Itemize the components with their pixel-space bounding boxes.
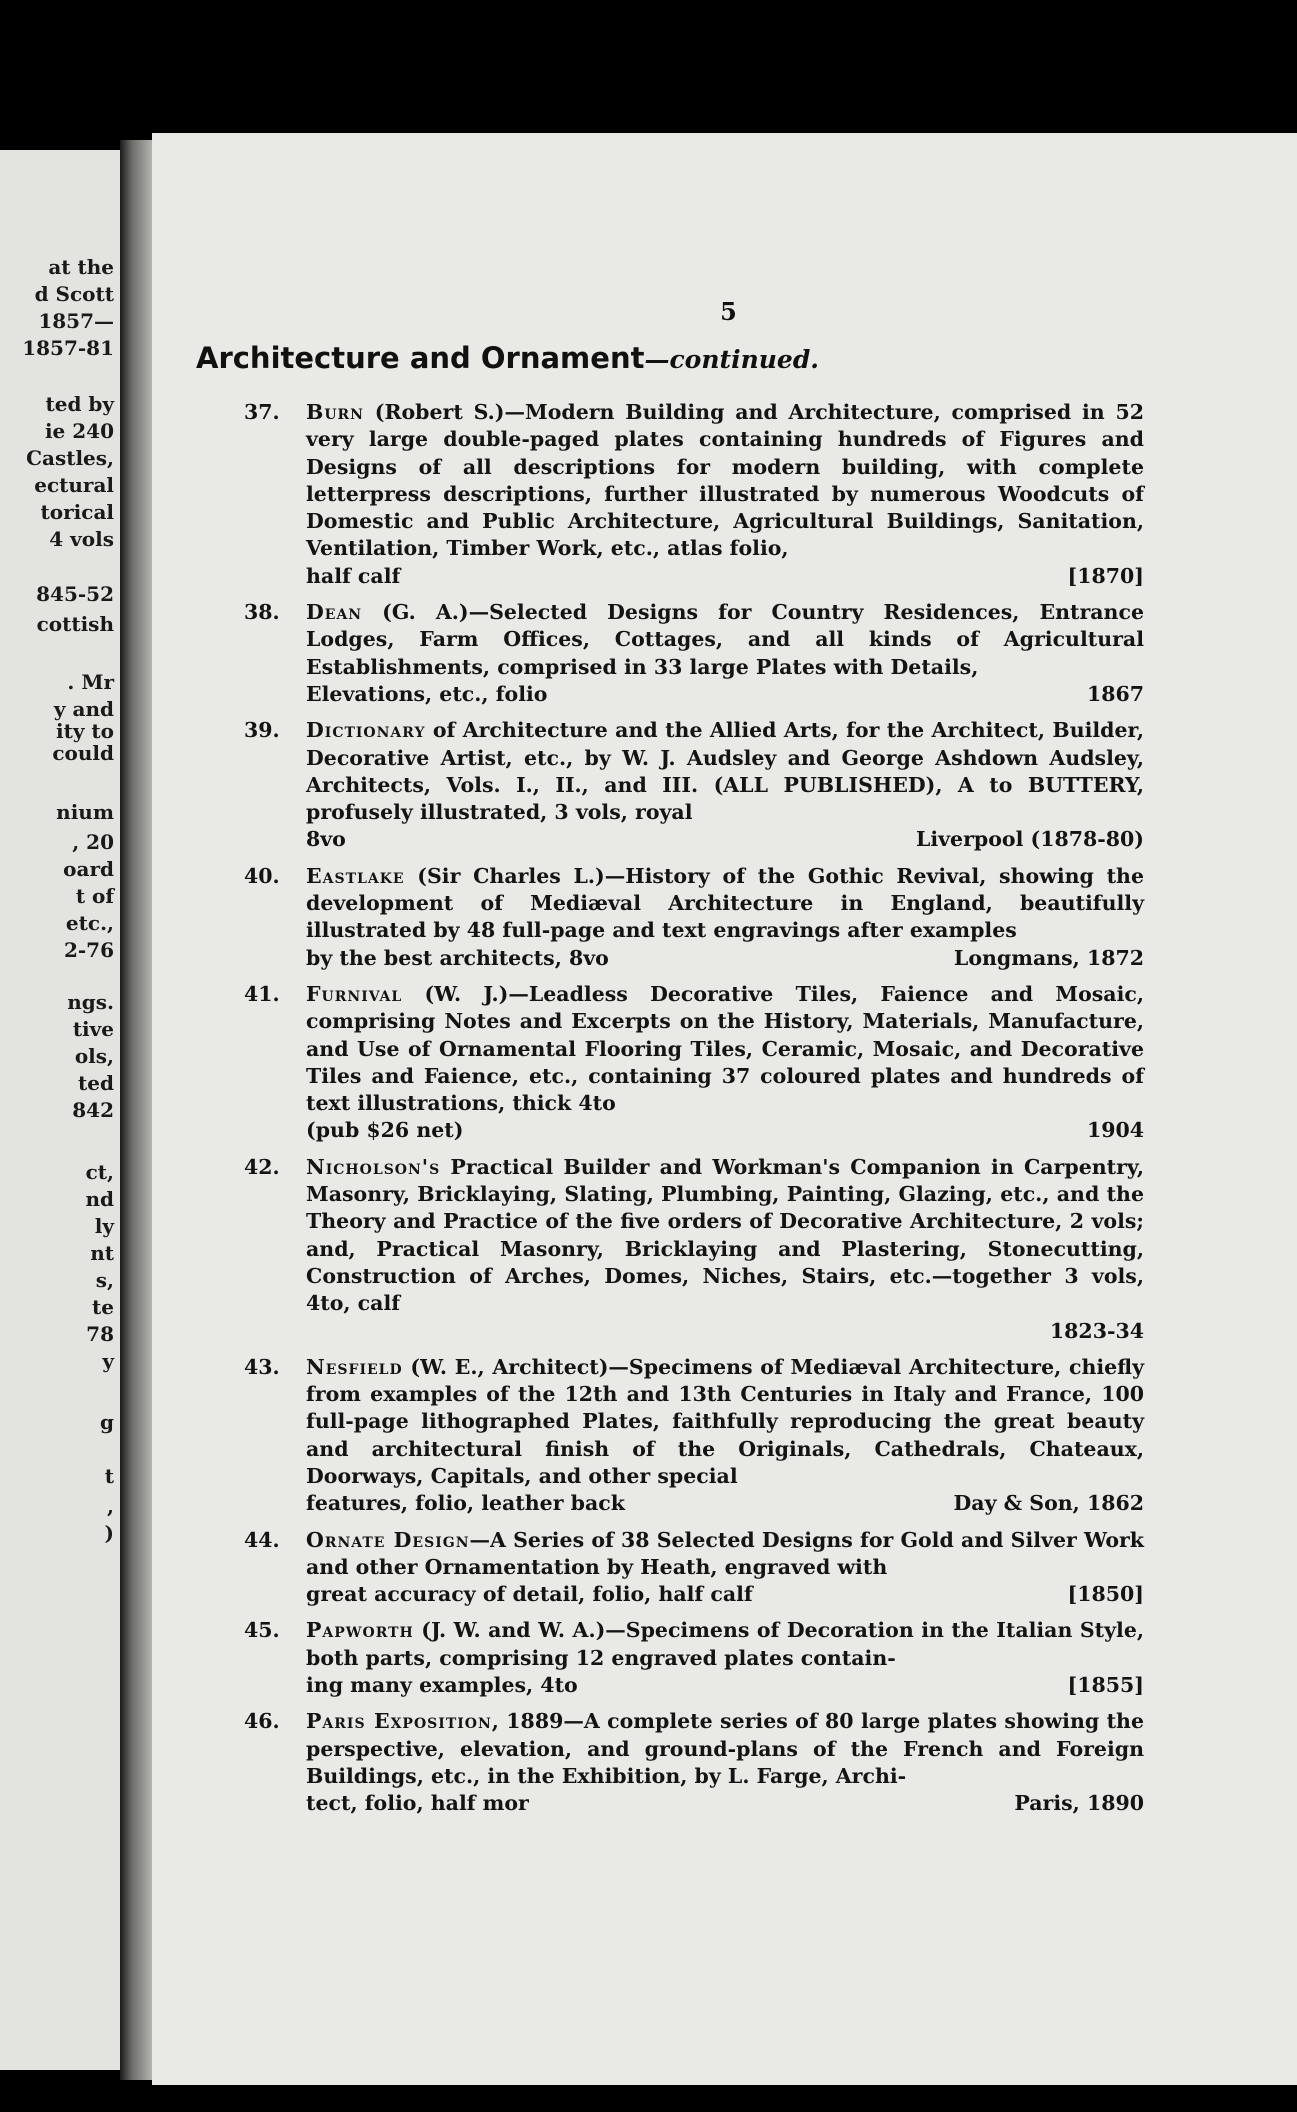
entry-date: Liverpool (1878-80)	[915, 827, 1144, 852]
left-page-line: tive	[72, 1017, 114, 1041]
page-number: 5	[720, 297, 737, 326]
left-page-line: t of	[75, 884, 114, 908]
entry-body	[306, 717, 1144, 853]
entry-author: Ornate Design	[306, 1527, 470, 1552]
left-page-line: 78	[86, 1322, 114, 1346]
entry-author: Furnival	[306, 981, 403, 1006]
entry-body	[306, 1617, 1144, 1699]
entry-date: 1904	[1086, 1118, 1144, 1143]
entry-body	[306, 599, 1144, 708]
left-page-line: d Scott	[34, 282, 114, 306]
left-page-line: nt	[90, 1241, 114, 1265]
entry-imprint-line	[306, 945, 1144, 972]
catalogue-page	[152, 133, 1297, 2085]
entry-number: 37.	[244, 400, 280, 424]
entry-description: (Robert S.)—Modern Building and Architecture, comprised in 52 very large double-paged plates containing hundreds of Figures and Designs of all descriptions for modern building, with complete letterpress descriptions, further illustrated by numerous Woodcuts of Domestic and Public Architecture, Agricultural Buildings, Sanitation, Ventilation, Timber Work, etc., atlas folio,	[306, 400, 1144, 561]
entry-imprint-line	[306, 1117, 1144, 1144]
entry-number: 45.	[244, 1618, 280, 1643]
catalogue-entry	[244, 1708, 1144, 1817]
entry-number: 44.	[244, 1527, 280, 1552]
left-page-line: 842	[72, 1098, 114, 1122]
left-page-line: . Mr	[67, 670, 114, 694]
entry-date: 1867	[1086, 681, 1144, 706]
entry-description: Practical Builder and Workman's Companion in Carpentry, Masonry, Bricklaying, Slating, Plumbing, Painting, Glazing, etc., and the Theory and Practice of the five orders of Decorative Architecture, 2 vols; and, Practical Masonry, Bricklaying and Plastering, Stonecutting, Construction of Arches, Domes, Niches, Stairs, etc.—together 3 vols, 4to, calf	[306, 1154, 1144, 1316]
entry-description: (Sir Charles L.)—History of the Gothic Revival, showing the development of Mediæval Architecture in England, beautifully illustrated by 48 full-page and text engravings after examples	[306, 863, 1144, 943]
entry-number: 42.	[244, 1154, 280, 1179]
left-page-line: at the	[48, 255, 114, 279]
entry-format: tect, folio, half mor	[306, 1791, 529, 1816]
catalogue-entry	[244, 981, 1144, 1145]
entry-author: Dean	[306, 600, 363, 625]
entry-body	[306, 863, 1144, 972]
entry-format: (pub $26 net)	[306, 1118, 464, 1143]
entry-description: —A Series of 38 Selected Designs for Gold and Silver Work and other Ornamentation by Heath, engraved with	[306, 1527, 1144, 1579]
catalogue-entry	[244, 1527, 1144, 1609]
section-heading-title: Architecture and Ornament	[196, 341, 645, 375]
entry-description: (J. W. and W. A.)—Specimens of Decoration in the Italian Style, both parts, comprising 12 engraved plates contain-	[306, 1618, 1144, 1670]
entry-imprint-line	[306, 681, 1144, 708]
entry-format: 8vo	[306, 827, 346, 852]
left-page-line: Castles,	[26, 446, 114, 470]
catalogue-entry	[244, 1354, 1144, 1518]
left-page-line: 1857-81	[22, 336, 114, 360]
section-heading-continued: —continued.	[644, 345, 820, 374]
left-page-line: ct,	[85, 1160, 114, 1184]
entry-description: (W. J.)—Leadless Decorative Tiles, Faience and Mosaic, comprising Notes and Excerpts on the History, Materials, Manufacture, and Use of Ornamental Flooring Tiles, Ceramic, Mosaic, and Decorative Tiles and Faience, etc., containing 37 coloured plates and hundreds of text illustrations, thick 4to	[306, 981, 1144, 1116]
entry-format: features, folio, leather back	[306, 1491, 625, 1516]
entry-date: Paris, 1890	[1014, 1791, 1144, 1816]
left-page-line: t	[104, 1464, 114, 1488]
entry-date: Day & Son, 1862	[953, 1491, 1144, 1516]
left-page-line: nd	[85, 1187, 114, 1211]
entry-body	[306, 1354, 1144, 1518]
entry-format: by the best architects, 8vo	[306, 945, 609, 970]
catalogue-entry	[244, 863, 1144, 972]
section-heading	[196, 341, 819, 375]
left-page-line: ity to	[56, 719, 114, 743]
left-page-line: cottish	[36, 612, 114, 636]
entry-author: Nesfield	[306, 1354, 403, 1379]
entry-body	[306, 981, 1144, 1145]
left-page-line: g	[100, 1410, 114, 1434]
left-page-line: 1857—	[38, 309, 114, 333]
left-page-line: , 20	[72, 830, 114, 854]
left-page-line: 2-76	[63, 938, 114, 962]
catalogue-entry	[244, 717, 1144, 853]
entry-imprint-line	[306, 1672, 1144, 1699]
catalogue-entry	[244, 1154, 1144, 1345]
left-page-line: ectural	[34, 473, 114, 497]
entry-number: 39.	[244, 718, 280, 743]
left-page-line: s,	[95, 1268, 114, 1292]
entry-author: Nicholson's	[306, 1154, 441, 1179]
left-page-line: ted	[78, 1071, 114, 1095]
left-page-line: te	[92, 1295, 114, 1319]
left-page-line: 845-52	[36, 582, 114, 606]
left-page-line: oard	[63, 857, 114, 881]
entry-number: 46.	[244, 1709, 280, 1734]
entry-description: , 1889—A complete series of 80 large plates showing the perspective, elevation, and ground-plans of the French and Foreign Buildings, etc., in the Exhibition, by L. Farge, Archi-	[306, 1709, 1144, 1788]
entry-date: [1870]	[1067, 563, 1144, 588]
entry-date: [1850]	[1067, 1582, 1144, 1607]
entry-number: 41.	[244, 981, 280, 1006]
left-page-line: could	[52, 741, 114, 765]
catalogue-entry	[244, 599, 1144, 708]
entry-author: Papworth	[306, 1618, 414, 1643]
entry-imprint-line	[306, 1581, 1144, 1608]
left-page-line: ols,	[74, 1044, 114, 1068]
left-page-line: 4 vols	[49, 527, 114, 551]
entry-body	[306, 1527, 1144, 1609]
entry-author: Dictionary	[306, 718, 426, 743]
catalogue-entry	[244, 399, 1144, 590]
entry-format: great accuracy of detail, folio, half calf	[306, 1582, 753, 1607]
entry-format: Elevations, etc., folio	[306, 681, 548, 706]
entry-format: half calf	[306, 563, 401, 588]
entry-imprint-line	[306, 1490, 1144, 1517]
left-page-line: y and	[53, 697, 114, 721]
catalogue-entries	[244, 399, 1144, 1827]
entry-imprint-line	[306, 1318, 1144, 1345]
entry-author: Burn	[306, 400, 364, 424]
left-page-line: ie 240	[44, 419, 114, 443]
entry-author: Eastlake	[306, 863, 405, 888]
left-page-line: etc.,	[65, 911, 114, 935]
entry-number: 38.	[244, 600, 280, 625]
left-page-line: y	[102, 1349, 114, 1373]
left-page-line: )	[104, 1521, 114, 1545]
entry-body	[306, 1154, 1144, 1345]
catalogue-entry	[244, 1617, 1144, 1699]
entry-body	[306, 1708, 1144, 1817]
entry-date: Longmans, 1872	[953, 945, 1144, 970]
entry-imprint-line	[306, 826, 1144, 853]
entry-imprint-line	[306, 563, 1144, 590]
left-page-line: ly	[94, 1214, 114, 1238]
left-page-fragment	[0, 150, 120, 2070]
left-page-line: torical	[40, 500, 114, 524]
entry-description: (G. A.)—Selected Designs for Country Residences, Entrance Lodges, Farm Offices, Cottages, and all kinds of Agricultural Establishments, comprised in 33 large Plates with Details,	[306, 600, 1144, 679]
left-page-line: nium	[56, 800, 114, 824]
entry-author: Paris Exposition	[306, 1709, 492, 1734]
entry-format: ing many examples, 4to	[306, 1673, 578, 1698]
entry-number: 40.	[244, 863, 280, 888]
left-page-line: ted by	[45, 392, 114, 416]
entry-number: 43.	[244, 1354, 280, 1379]
entry-body	[306, 399, 1144, 590]
entry-description: (W. E., Architect)—Specimens of Mediæval Architecture, chiefly from examples of the 12th and 13th Centuries in Italy and France, 100 full-page lithographed Plates, faithfully reproducing the great beauty and architectural finish of the Originals, Cathedrals, Chateaux, Doorways, Capitals, and other special	[306, 1354, 1144, 1488]
entry-date: 1823-34	[1049, 1318, 1144, 1343]
entry-imprint-line	[306, 1790, 1144, 1817]
left-page-line: ngs.	[67, 990, 114, 1014]
entry-description: of Architecture and the Allied Arts, for the Architect, Builder, Decorative Artist, etc., by W. J. Audsley and George Ashdown Audsley, Architects, Vols. I., II., and III. (ALL PUBLISHED), A to BUTTERY, profusely illustrated, 3 vols, royal	[306, 718, 1144, 825]
left-page-line: ,	[107, 1494, 114, 1518]
entry-date: [1855]	[1067, 1673, 1144, 1698]
